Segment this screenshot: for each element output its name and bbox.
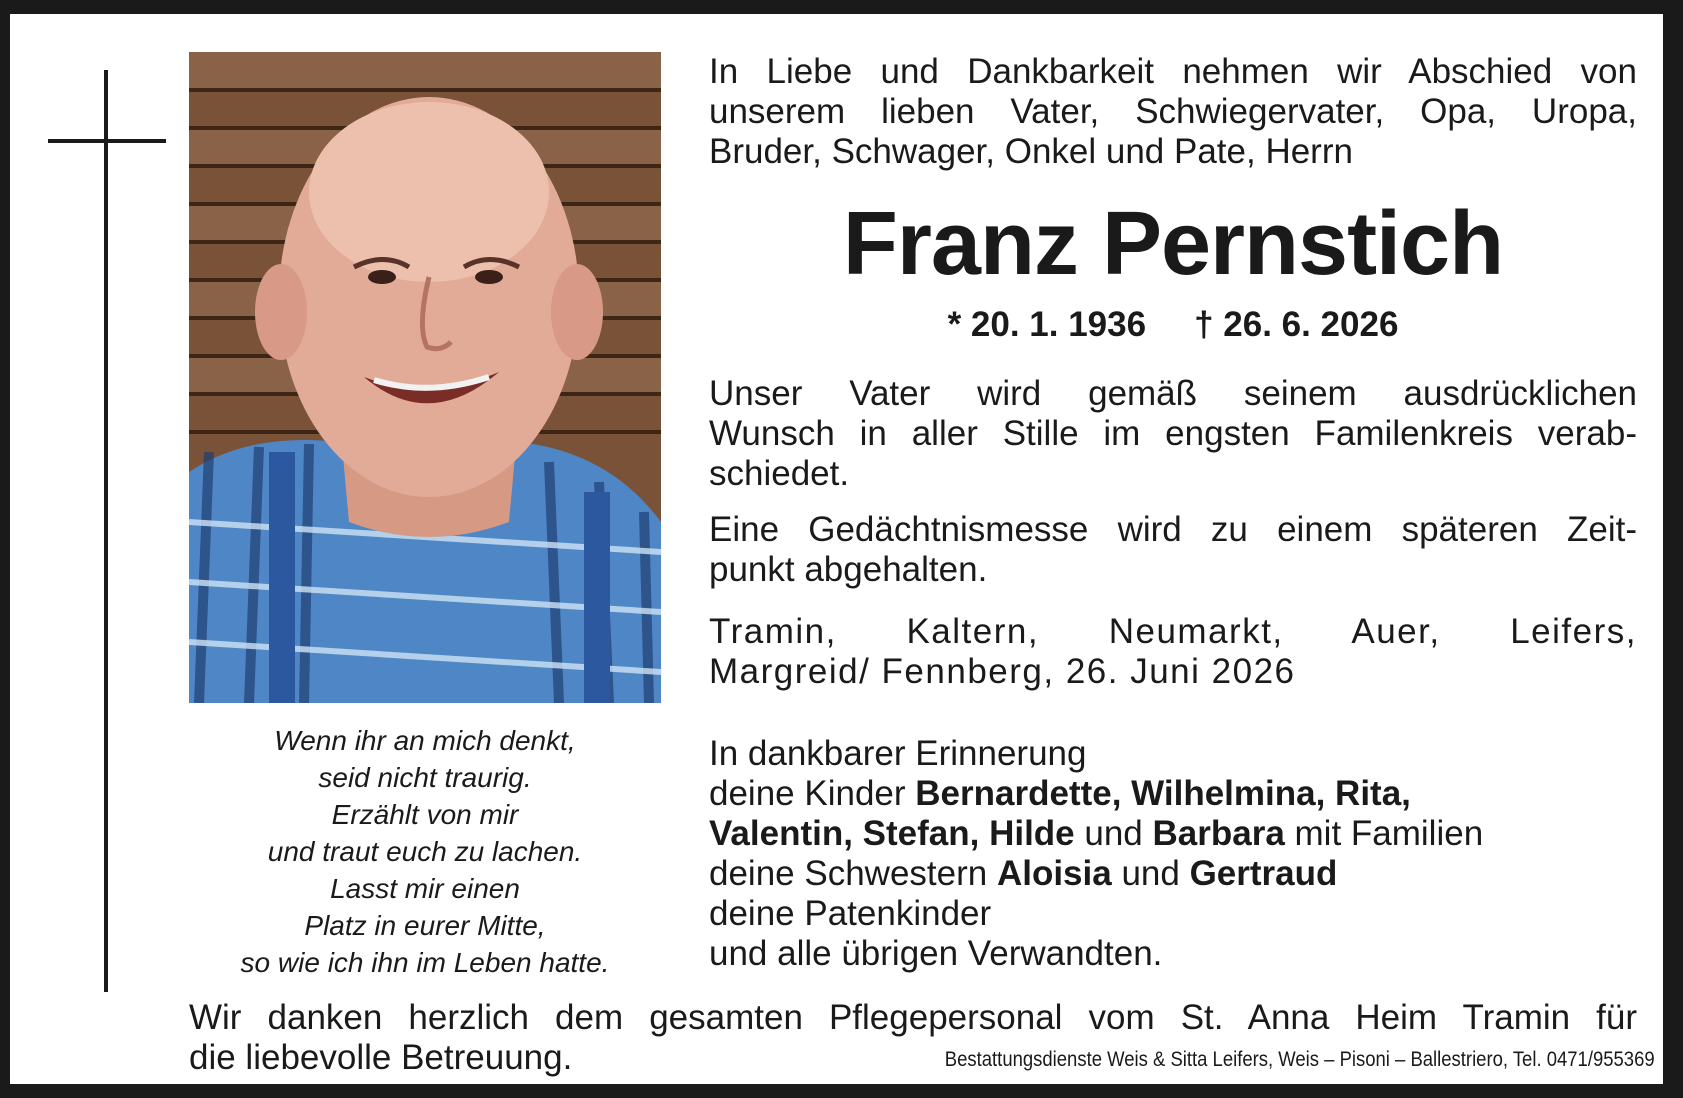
poem-line: Wenn ihr an mich denkt,: [274, 725, 576, 756]
poem-line: seid nicht traurig.: [318, 762, 532, 793]
poem-line: so wie ich ihn im Leben hatte.: [240, 947, 610, 978]
mourners-children-line-2: [709, 814, 1637, 854]
memory-heading: In dankbarer Erinnerung: [709, 734, 1087, 773]
mourners-godchildren-line: deine Patenkinder: [709, 894, 992, 933]
paragraph-line: Eine Gedächtnismesse wird zu einem späteren Zeit-: [709, 510, 1637, 549]
location-line: Margreid/ Fennberg, 26. Juni 2026: [709, 652, 1296, 691]
mourners-list: [709, 734, 1637, 974]
intro-line: In Liebe und Dankbarkeit nehmen wir Abschied von: [709, 52, 1637, 91]
intro-line: Bruder, Schwager, Onkel und Pate, Herrn: [709, 132, 1353, 171]
paragraph-line: Unser Vater wird gemäß seinem ausdrücklichen: [709, 374, 1637, 413]
names-bold: Bernardette, Wilhelmina, Rita,: [915, 774, 1411, 813]
paragraph-line: schiedet.: [709, 454, 850, 493]
names-bold: Barbara: [1152, 814, 1285, 853]
deceased-name: Franz Pernstich: [842, 194, 1504, 294]
text-fragment: und: [1111, 854, 1190, 893]
poem-line: Platz in eurer Mitte,: [304, 910, 546, 941]
intro-text: [709, 52, 1637, 172]
farewell-paragraph: [709, 374, 1637, 494]
mourners-sisters-line: [709, 854, 1637, 894]
paragraph-line: Wunsch in aller Stille im engsten Familenkreis verab-: [709, 414, 1637, 453]
cross-horizontal-bar: [48, 139, 166, 143]
names-bold: Valentin, Stefan, Hilde: [709, 814, 1075, 853]
poem-line: Lasst mir einen: [330, 873, 520, 904]
text-fragment: und: [1074, 814, 1153, 853]
names-bold: Gertraud: [1189, 854, 1338, 893]
location-line: Tramin, Kaltern, Neumarkt, Auer, Leifers,: [709, 612, 1637, 651]
cross-vertical-bar: [104, 70, 108, 992]
life-dates: [709, 305, 1637, 345]
memorial-mass-paragraph: [709, 510, 1637, 590]
poem-line: und traut euch zu lachen.: [267, 836, 583, 867]
paragraph-line: punkt abgehalten.: [709, 550, 988, 589]
mourners-relatives-line: und alle übrigen Verwandten.: [709, 934, 1163, 973]
text-fragment: mit Familien: [1284, 814, 1484, 853]
location-date: [709, 612, 1637, 692]
thanks-line: Wir danken herzlich dem gesamten Pflegepersonal vom St. Anna Heim Tramin für: [189, 998, 1637, 1037]
mourners-children-line: [709, 774, 1637, 814]
portrait-photo: [189, 52, 661, 703]
intro-line: unserem lieben Vater, Schwiegervater, Opa, Uropa,: [709, 92, 1637, 131]
funeral-service-credit: Bestattungsdienste Weis & Sitta Leifers, Weis – Pisoni – Ballestriero, Tel. 0471/955369: [945, 1048, 1655, 1071]
names-bold: Aloisia: [996, 854, 1112, 893]
birth-date: * 20. 1. 1936: [947, 305, 1147, 344]
poem-line: Erzählt von mir: [331, 799, 519, 830]
text-fragment: deine Kinder: [709, 774, 916, 813]
death-date: † 26. 6. 2026: [1194, 305, 1399, 344]
thanks-line: die liebevolle Betreuung.: [189, 1038, 573, 1077]
text-fragment: deine Schwestern: [709, 854, 997, 893]
poem: [189, 722, 661, 981]
